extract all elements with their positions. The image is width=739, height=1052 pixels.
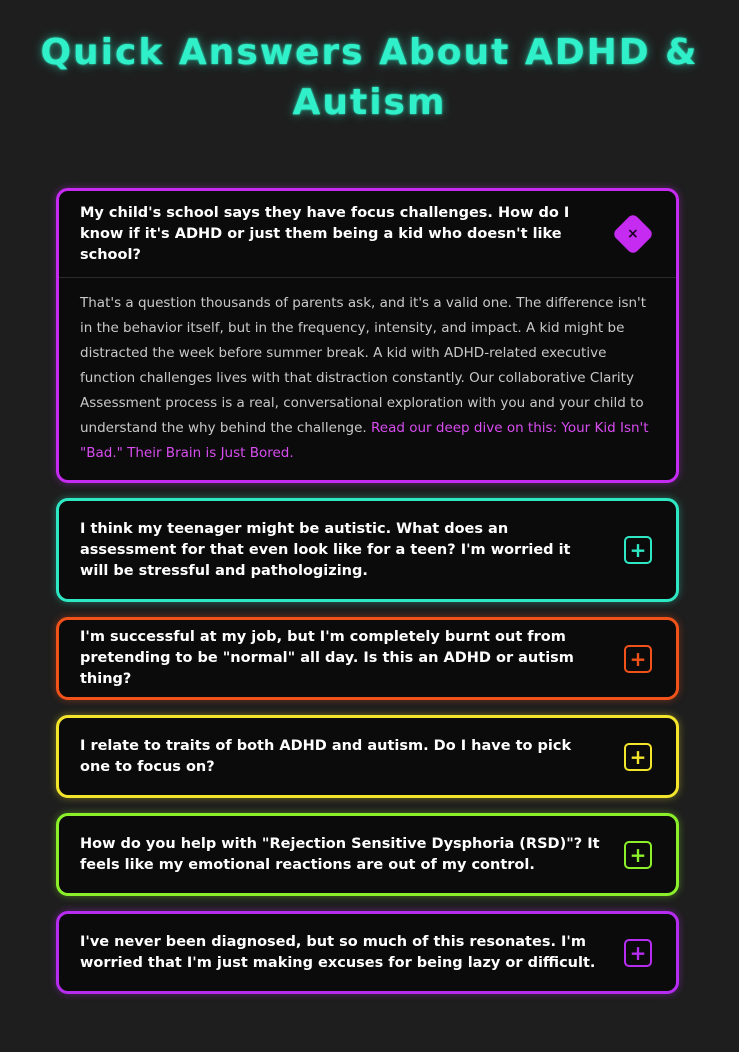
- faq-item-burnout: [56, 617, 679, 700]
- faq-question-text: How do you help with "Rejection Sensitive Dysphoria (RSD)"? It feels like my emotional reactions are out of my control.: [80, 835, 600, 873]
- faq-question-text: I relate to traits of both ADHD and autism. Do I have to pick one to focus on?: [80, 737, 572, 775]
- page-title: Quick Answers About ADHD & Autism: [40, 32, 699, 123]
- faq-toggle-glyph: ×: [627, 225, 639, 242]
- plus-icon[interactable]: +: [624, 939, 652, 967]
- plus-icon[interactable]: +: [624, 536, 652, 564]
- faq-question-text: My child's school says they have focus challenges. How do I know if it's ADHD or just them being a kid who doesn't like school?: [80, 204, 570, 263]
- close-icon[interactable]: [612, 213, 654, 255]
- plus-icon[interactable]: +: [624, 841, 652, 869]
- faq-item-both-traits: [56, 715, 679, 798]
- faq-question-row[interactable]: [59, 501, 676, 599]
- faq-answer-text: That's a question thousands of parents ask, and it's a valid one. The difference isn't in the behavior itself, but in the frequency, intensity, and impact. A kid might be distracted the week before summer break. A kid with ADHD-related executive function challenges lives with that distraction constantly. Our collaborative Clarity Assessment process is a real, conversational exploration with you and your child to understand the why behind the challenge.: [80, 295, 647, 436]
- faq-question-row[interactable]: [59, 191, 676, 277]
- faq-question-row[interactable]: [59, 914, 676, 991]
- faq-item-never-diagnosed: [56, 911, 679, 994]
- faq-question-text: I'm successful at my job, but I'm completely burnt out from pretending to be "normal" all day. Is this an ADHD or autism thing?: [80, 629, 574, 687]
- faq-question-text: I've never been diagnosed, but so much of this resonates. I'm worried that I'm just making excuses for being lazy or difficult.: [80, 933, 596, 971]
- faq-question-row[interactable]: [59, 718, 676, 795]
- plus-icon[interactable]: +: [624, 645, 652, 673]
- faq-question-row[interactable]: [59, 620, 676, 697]
- faq-answer: [59, 277, 676, 480]
- faq-item-school-focus: [56, 188, 679, 483]
- deep-dive-link[interactable]: Read our deep dive on this: Your Kid Isn't "Bad." Their Brain is Just Bored.: [80, 420, 649, 461]
- faq-question-row[interactable]: [59, 816, 676, 893]
- faq-item-rsd: [56, 813, 679, 896]
- plus-icon[interactable]: +: [624, 743, 652, 771]
- faq-item-teen-autism: [56, 498, 679, 602]
- faq-list: [56, 188, 679, 1009]
- faq-question-text: I think my teenager might be autistic. What does an assessment for that even look like for a teen? I'm worried it will be stressful and pathologizing.: [80, 520, 571, 579]
